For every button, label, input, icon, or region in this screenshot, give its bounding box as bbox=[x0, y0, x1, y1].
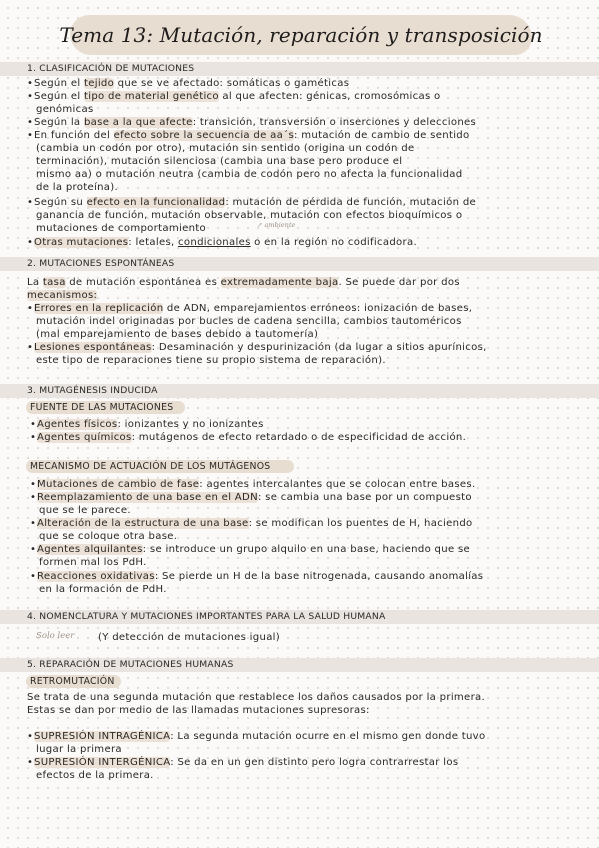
text: : Desaminación y despurinización (da lugar a sitios apurínicos, bbox=[151, 342, 487, 353]
text: : mutágenos de efecto retardado o de especificidad de acción. bbox=[131, 432, 467, 443]
text: o en la región no codificadora. bbox=[250, 237, 417, 248]
paragraph-line: (Y detección de mutaciones igual) bbox=[98, 632, 281, 643]
text: : La segunda mutación ocurre en el mismo gen donde tuvo bbox=[170, 731, 486, 742]
highlight: Mutaciones de cambio de fase bbox=[37, 479, 200, 490]
handwritten-note: ↗ ambiente bbox=[257, 221, 296, 229]
list-item bbox=[27, 129, 470, 142]
section-heading-5: 5. REPARACIÓN DE MUTACIONES HUMANAS bbox=[27, 659, 234, 670]
paragraph-line bbox=[27, 276, 460, 289]
list-item-continuation: de la proteína). bbox=[36, 182, 119, 193]
list-item bbox=[27, 196, 476, 209]
highlight: Errores en la replicación bbox=[34, 303, 164, 314]
highlight: Reemplazamiento de una base en el ADN bbox=[37, 492, 258, 503]
text: : mutación de cambio de sentido bbox=[294, 130, 470, 141]
list-item bbox=[27, 236, 417, 249]
list-item-continuation: formen mal los PdH. bbox=[39, 557, 147, 568]
highlight: Agentes físicos bbox=[37, 419, 118, 430]
highlight: Agentes alquilantes bbox=[37, 544, 143, 555]
paragraph-line bbox=[27, 289, 97, 302]
list-item-continuation: mutación indel originadas por bucles de cadena sencilla, cambios tautoméricos bbox=[36, 316, 462, 327]
text: Según la bbox=[34, 117, 84, 128]
text: En función del bbox=[34, 130, 114, 141]
text: : se cambia una base por un compuesto bbox=[257, 492, 472, 503]
section-heading-1: 1. CLASIFICACIÓN DE MUTACIONES bbox=[27, 63, 195, 74]
list-item-continuation: efectos de la primera. bbox=[36, 770, 154, 781]
text: . Se puede dar por dos bbox=[338, 277, 460, 288]
list-item bbox=[27, 302, 472, 315]
list-item-continuation: mismo aa) o mutación neutra (cambia de codón pero no afecta la funcionalidad bbox=[36, 169, 463, 180]
list-item-continuation: ganancia de función, mutación observable, mutación con efectos bioquímicos o bbox=[36, 210, 463, 221]
highlight: SUPRESIÓN INTERGÉNICA bbox=[34, 757, 171, 768]
text: : transición, transversión o inserciones y delecciones bbox=[192, 117, 477, 128]
text: al que afecten: génicas, cromosómicas o bbox=[218, 91, 441, 102]
list-item bbox=[27, 90, 441, 103]
highlight: Reacciones oxidativas bbox=[37, 571, 155, 582]
subheading-fuente: FUENTE DE LAS MUTACIONES bbox=[26, 401, 185, 414]
highlight: tejido bbox=[83, 78, 115, 89]
section-heading-4: 4. NOMENCLATURA Y MUTACIONES IMPORTANTES PARA LA SALUD HUMANA bbox=[27, 611, 386, 622]
highlight: extremadamente baja bbox=[220, 277, 339, 288]
highlight: Lesiones espontáneas bbox=[34, 342, 152, 353]
highlight: efecto en la funcionalidad bbox=[86, 197, 226, 208]
highlight: Alteración de la estructura de una base bbox=[37, 518, 249, 529]
list-item bbox=[30, 570, 483, 583]
paragraph-line: Se trata de una segunda mutación que restablece los daños causados por la primera. bbox=[27, 692, 486, 703]
list-item bbox=[30, 491, 472, 504]
list-item bbox=[30, 517, 473, 530]
list-item bbox=[30, 478, 475, 491]
highlight: mecanismos: bbox=[27, 290, 98, 301]
highlight: efecto sobre la secuencia de aa´s bbox=[113, 130, 295, 141]
list-item bbox=[27, 77, 349, 90]
list-item bbox=[27, 730, 485, 743]
list-item bbox=[30, 418, 264, 431]
section-heading-3: 3. MUTAGÉNESIS INDUCIDA bbox=[27, 385, 158, 396]
paragraph-line: Estas se dan por medio de las llamadas mutaciones supresoras: bbox=[27, 705, 370, 716]
text: : letales, bbox=[128, 237, 179, 248]
text: Según el bbox=[34, 91, 84, 102]
highlight: tasa bbox=[42, 277, 66, 288]
list-item bbox=[30, 543, 470, 556]
highlight: base a la que afecte bbox=[83, 117, 193, 128]
section-heading-2: 2. MUTACIONES ESPONTÁNEAS bbox=[27, 258, 175, 269]
text: : se introduce un grupo alquilo en una base, haciendo que se bbox=[142, 544, 471, 555]
highlight: tipo de material genético bbox=[83, 91, 219, 102]
page-title: Tema 13: Mutación, reparación y transposición bbox=[59, 23, 543, 47]
text: La bbox=[27, 277, 43, 288]
text: de ADN, emparejamientos erróneos: ionización de bases, bbox=[163, 303, 473, 314]
text: : agentes intercalantes que se colocan entre bases. bbox=[199, 479, 476, 490]
text: Según el bbox=[34, 78, 84, 89]
list-item bbox=[27, 756, 458, 769]
list-item-continuation: lugar la primera bbox=[36, 744, 122, 755]
title-banner bbox=[59, 15, 543, 55]
list-item-continuation: este tipo de reparaciones tiene su propio sistema de reparación). bbox=[36, 355, 386, 366]
text: : Se da en un gen distinto pero logra contrarrestar los bbox=[170, 757, 459, 768]
list-item-continuation: (cambia un codón por otro), mutación sin sentido (origina un codón de bbox=[36, 143, 415, 154]
list-item-continuation: que se le parece. bbox=[39, 505, 131, 516]
underlined-text: condicionales bbox=[178, 237, 251, 248]
handwritten-note: Solo leer bbox=[36, 631, 75, 641]
text: de mutación espontánea es bbox=[65, 277, 221, 288]
subheading-mecanismo: MECANISMO DE ACTUACIÓN DE LOS MUTÁGENOS bbox=[26, 460, 294, 473]
highlight: Agentes químicos bbox=[37, 432, 132, 443]
list-item bbox=[27, 341, 487, 354]
list-item-continuation: que se coloque otra base. bbox=[39, 531, 178, 542]
highlight: SUPRESIÓN INTRAGÉNICA bbox=[34, 731, 171, 742]
subheading-retromutacion: RETROMUTACIÓN bbox=[26, 675, 121, 688]
text: : ionizantes y no ionizantes bbox=[117, 419, 264, 430]
text: que se ve afectado: somáticas o gaméticas bbox=[114, 78, 350, 89]
list-item bbox=[27, 116, 476, 129]
text: : mutación de pérdida de función, mutación de bbox=[225, 197, 477, 208]
list-item bbox=[30, 431, 466, 444]
text: Según su bbox=[34, 197, 87, 208]
list-item-continuation: mutaciones de comportamiento bbox=[36, 223, 207, 234]
list-item-continuation: genómicas bbox=[36, 104, 94, 115]
list-item-continuation: terminación), mutación silenciosa (cambia una base pero produce el bbox=[36, 156, 403, 167]
list-item-continuation: (mal emparejamiento de bases debido a tautomería) bbox=[36, 329, 319, 340]
text: : se modifican los puentes de H, haciendo bbox=[248, 518, 473, 529]
text: : Se pierde un H de la base nitrogenada, causando anomalías bbox=[154, 571, 484, 582]
list-item-continuation: en la formación de PdH. bbox=[39, 584, 167, 595]
highlight: Otras mutaciones bbox=[34, 237, 129, 248]
